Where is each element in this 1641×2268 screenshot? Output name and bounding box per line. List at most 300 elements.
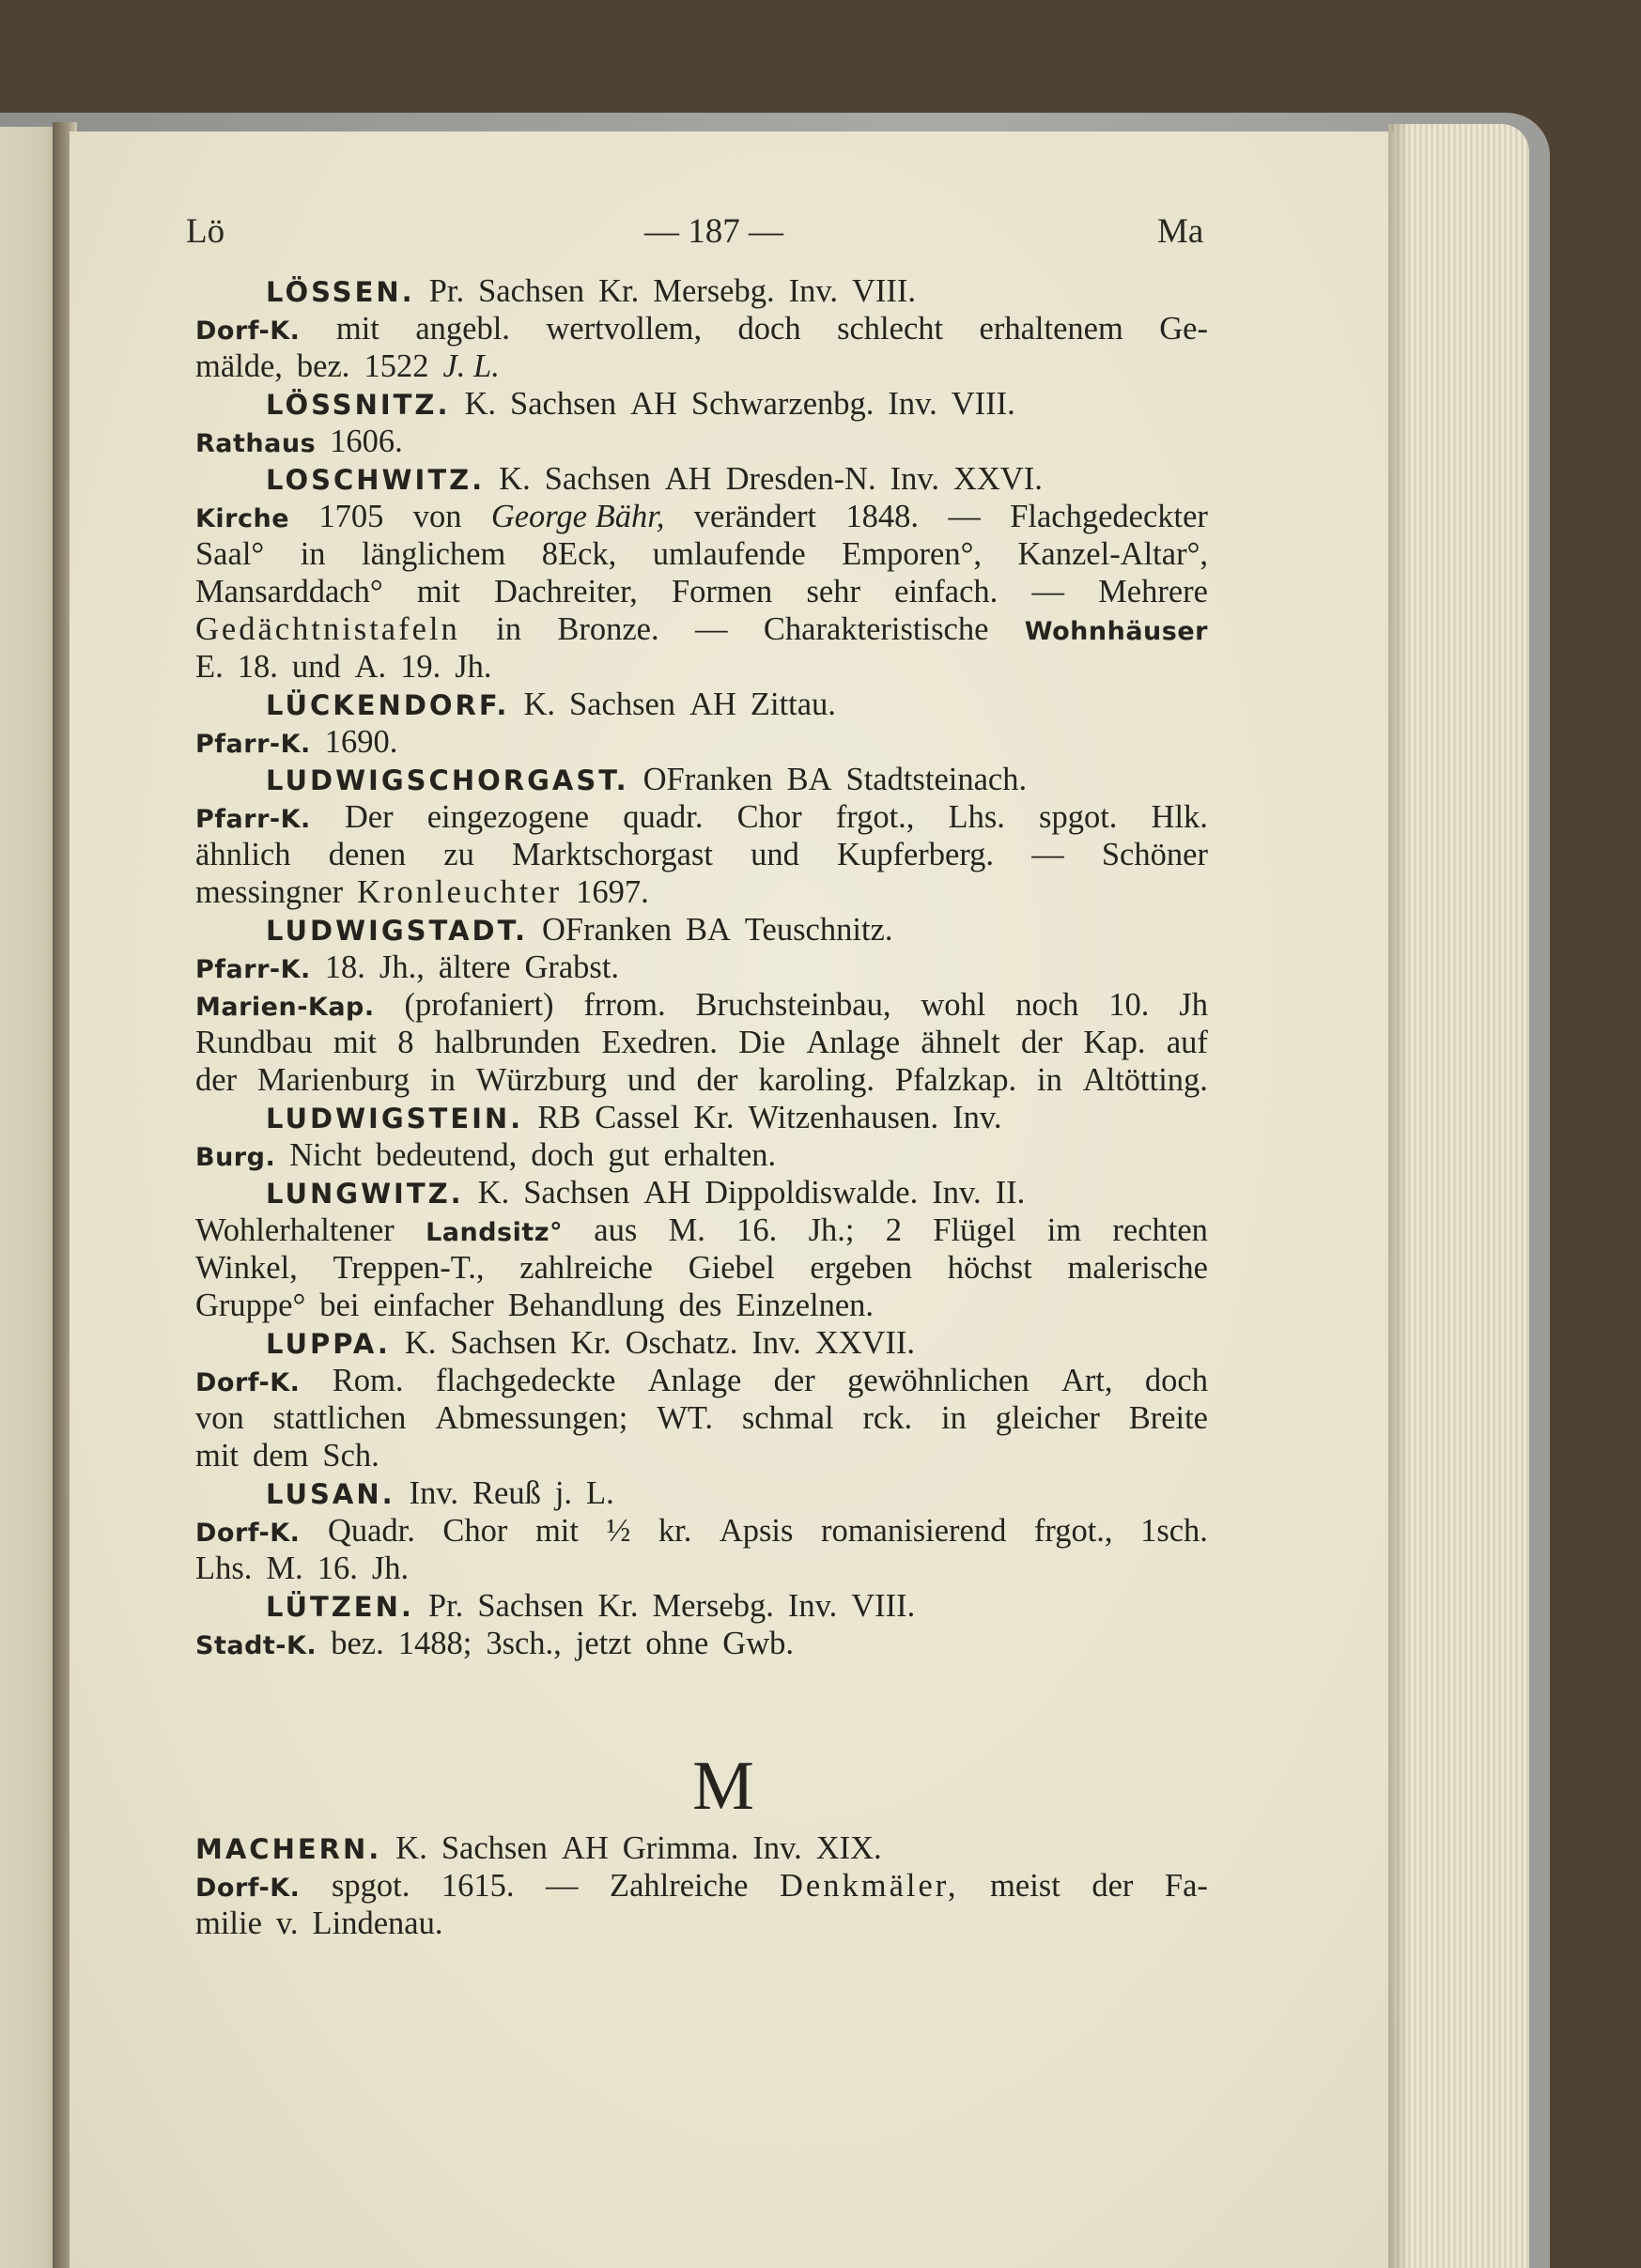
word: Lhs.: [195, 1551, 253, 1586]
text-line: [195, 1587, 1208, 1625]
word: stattlichen: [272, 1400, 407, 1436]
word: romanisierend: [820, 1513, 1007, 1549]
text-line: [195, 836, 1208, 873]
word: im: [1046, 1212, 1082, 1248]
word: 16.: [736, 1212, 778, 1248]
word: in: [496, 611, 521, 647]
word: OFranken: [541, 912, 672, 948]
word: Lhs.: [948, 799, 1005, 835]
word: Jh.: [371, 1551, 410, 1586]
word: angebl.: [415, 311, 510, 347]
word: Behandlung: [507, 1288, 665, 1323]
word: 1615.: [441, 1868, 515, 1904]
entry-keyword: Landsitz°: [426, 1218, 563, 1247]
word: kr.: [658, 1513, 692, 1549]
word: Reuß: [472, 1475, 541, 1511]
word: 16.: [317, 1551, 358, 1586]
word: frgot.,: [1033, 1513, 1113, 1549]
word: L.: [586, 1475, 614, 1511]
word: George Bähr,: [490, 499, 665, 534]
text-line: [195, 385, 1208, 423]
word: doch: [1144, 1363, 1208, 1398]
word: des: [678, 1288, 722, 1323]
word: Kanzel-Altar°,: [1017, 536, 1208, 572]
word: Pr.: [427, 1588, 464, 1624]
word: eingezogene: [426, 799, 590, 835]
word: spgot.: [331, 1868, 410, 1904]
word: Sachsen: [544, 461, 651, 497]
word: XIX.: [815, 1830, 882, 1866]
text-line: [195, 423, 1208, 460]
text-line: [195, 610, 1208, 648]
text-line: [195, 1399, 1208, 1437]
text-line: [195, 1474, 1208, 1512]
text-line: [195, 1099, 1208, 1136]
word: ohne: [645, 1626, 709, 1661]
entry-place-name: LUNGWITZ.: [266, 1178, 464, 1210]
word: ältere: [438, 949, 511, 985]
word: VIII.: [951, 386, 1015, 422]
entry-keyword: Dorf-K.: [195, 316, 301, 346]
word: Jh: [1179, 987, 1208, 1023]
word: noch: [1015, 987, 1079, 1023]
word: Cassel: [595, 1100, 680, 1135]
word: —: [695, 611, 728, 647]
word: 1488;: [397, 1626, 472, 1661]
word: Mersebg.: [652, 1588, 774, 1624]
word: BA: [685, 912, 731, 948]
word: Gwb.: [722, 1626, 794, 1661]
word: K.: [499, 461, 531, 497]
word: 8Eck,: [541, 536, 617, 572]
word: einfach.: [894, 574, 999, 609]
word: milie: [195, 1905, 262, 1941]
text-line: [195, 535, 1208, 573]
word: Kupferberg.: [837, 837, 995, 872]
word: Saal°: [195, 536, 265, 572]
text-line: [195, 1211, 1208, 1249]
text-line: [195, 460, 1208, 498]
word: quadr.: [623, 799, 704, 835]
word: dem: [253, 1438, 309, 1473]
word: 1sch.: [1140, 1513, 1208, 1549]
word: schmal: [741, 1400, 834, 1436]
word: Inv.: [752, 1830, 802, 1866]
word: erhaltenem: [979, 311, 1123, 347]
word: Inv.: [751, 1325, 801, 1361]
section-letter: M: [692, 1748, 754, 1825]
word: von: [412, 499, 462, 534]
word: Kap.: [1083, 1025, 1146, 1060]
word: Charakteristische: [763, 611, 989, 647]
word: Grabst.: [524, 949, 620, 985]
word: Anlage: [806, 1025, 901, 1060]
word: flachgedeckte: [435, 1363, 616, 1398]
text-line: [195, 1249, 1208, 1287]
word: 1606.: [330, 424, 403, 459]
word: bez.: [296, 348, 350, 384]
word: II.: [995, 1175, 1026, 1211]
word: RB: [537, 1100, 581, 1135]
word: gewöhnlichen: [847, 1363, 1029, 1398]
word: Altötting.: [1082, 1062, 1208, 1098]
text-line: [195, 798, 1208, 836]
entry-keyword: Rathaus: [195, 429, 317, 458]
word: Oschatz.: [625, 1325, 738, 1361]
text-line: [195, 1362, 1208, 1399]
text-line: [195, 1024, 1208, 1061]
word: Inv.: [890, 461, 939, 497]
word: —: [948, 499, 981, 534]
word: in: [300, 536, 326, 572]
word: und: [751, 837, 799, 872]
text-line: [195, 1324, 1208, 1362]
word: Kr.: [570, 1325, 612, 1361]
word: —: [1031, 837, 1064, 872]
entry-keyword: Dorf-K.: [195, 1519, 301, 1548]
word: Dachreiter,: [494, 574, 638, 609]
word: Pr.: [428, 273, 465, 309]
word: Kr.: [597, 1588, 639, 1624]
word: XXVI.: [952, 461, 1043, 497]
word: ½: [606, 1513, 631, 1549]
word: bei: [319, 1288, 360, 1323]
word: Winkel,: [195, 1250, 298, 1286]
word: Zahlreiche: [610, 1868, 749, 1904]
word: wohl: [921, 987, 986, 1023]
word: mit: [416, 574, 460, 609]
word: Flachgedeckter: [1010, 499, 1208, 534]
entry-keyword: Dorf-K.: [195, 1368, 301, 1397]
word: der: [696, 1062, 738, 1098]
word: Formen: [671, 574, 773, 609]
word: Mansarddach°: [195, 574, 383, 609]
text-line: [195, 1905, 1208, 1942]
word: Zittau.: [750, 687, 836, 722]
word: Inv.: [952, 1100, 1002, 1135]
word: 1705: [318, 499, 384, 534]
word: M.: [266, 1551, 303, 1586]
word: von: [195, 1400, 244, 1436]
entry-keyword: Burg.: [195, 1143, 276, 1172]
entry-place-name: MACHERN.: [195, 1833, 382, 1865]
entry-keyword: Kirche: [195, 504, 290, 533]
word: Marktschorgast: [511, 837, 713, 872]
word: Sachsen: [523, 1175, 630, 1211]
word: VIII.: [851, 273, 916, 309]
word: doch: [737, 311, 801, 347]
word: meist: [990, 1868, 1060, 1904]
word: Jh.,: [379, 949, 425, 985]
word: Lindenau.: [312, 1905, 443, 1941]
word: frgot.,: [835, 799, 915, 835]
word: K.: [464, 386, 497, 422]
word: einfacher: [373, 1288, 494, 1323]
word: WT.: [657, 1400, 713, 1436]
word: BA: [786, 762, 832, 797]
word: Pfalzkap.: [894, 1062, 1017, 1098]
text-line: [195, 686, 1208, 723]
word: doch: [531, 1137, 595, 1173]
entry-place-name: LUDWIGSCHORGAST.: [266, 764, 629, 796]
word: verändert: [693, 499, 817, 534]
word: mälde,: [195, 348, 283, 384]
entry-place-name: LUPPA.: [266, 1328, 391, 1360]
word: Rom.: [332, 1363, 404, 1398]
word: 1848.: [845, 499, 920, 534]
page-edge-shadow: [1388, 124, 1409, 2268]
text-line: [195, 1625, 1208, 1662]
word: Die: [738, 1025, 786, 1060]
word: mit: [195, 1438, 240, 1473]
word: Jh.;: [808, 1212, 855, 1248]
word: rechten: [1112, 1212, 1208, 1248]
word: Bronze.: [557, 611, 659, 647]
word: in: [1037, 1062, 1062, 1098]
word: ähnelt: [921, 1025, 1000, 1060]
word: zahlreiche: [519, 1250, 653, 1286]
word: AH: [561, 1830, 609, 1866]
word: Schöner: [1101, 837, 1208, 872]
word: Teuschnitz.: [744, 912, 893, 948]
word: AH: [664, 461, 712, 497]
entry-keyword: Marien-Kap.: [195, 993, 375, 1022]
text-line: [195, 949, 1208, 986]
entries-text: [195, 272, 1208, 1662]
word: sehr: [806, 574, 860, 609]
word: ähnlich: [195, 837, 291, 872]
word: Inv.: [787, 1588, 838, 1624]
word: K.: [523, 687, 555, 722]
entry-keyword: Dorf-K.: [195, 1874, 301, 1903]
word: Kronleuchter: [357, 874, 563, 910]
word: Inv.: [888, 386, 937, 422]
word: Sch.: [322, 1438, 379, 1473]
text-line: [195, 1437, 1208, 1474]
word: AH: [630, 386, 677, 422]
word: VIII.: [851, 1588, 916, 1624]
word: E.: [195, 649, 224, 685]
word: bedeutend,: [375, 1137, 518, 1173]
word: und: [627, 1062, 676, 1098]
word: auf: [1166, 1025, 1208, 1060]
word: Art,: [1060, 1363, 1113, 1398]
word: Abmessungen;: [435, 1400, 628, 1436]
word: malerische: [1067, 1250, 1208, 1286]
entry-keyword: Wohnhäuser: [1024, 617, 1208, 646]
word: Nicht: [289, 1137, 362, 1173]
word: 10.: [1108, 987, 1150, 1023]
word: Schwarzenbg.: [690, 386, 875, 422]
word: Flügel: [933, 1212, 1016, 1248]
word: Rundbau: [195, 1025, 313, 1060]
text-line: [195, 1829, 1208, 1867]
text-line: [195, 1287, 1208, 1324]
word: Emporen°,: [842, 536, 983, 572]
word: Grimma.: [622, 1830, 739, 1866]
text-line: [195, 1550, 1208, 1587]
word: v.: [275, 1905, 299, 1941]
word: Witzenhausen.: [748, 1100, 939, 1135]
word: in: [430, 1062, 456, 1098]
entry-place-name: LUDWIGSTADT.: [266, 915, 528, 947]
text-line: [195, 1174, 1208, 1211]
word: umlaufende: [652, 536, 806, 572]
word: Der: [344, 799, 394, 835]
page-edges: [1388, 124, 1529, 2268]
word: AH: [643, 1175, 691, 1211]
word: Jh.: [455, 649, 492, 685]
running-head-left: Lö: [186, 212, 225, 251]
word: Sachsen: [478, 273, 585, 309]
word: XXVII.: [814, 1325, 916, 1361]
word: Apsis: [719, 1513, 794, 1549]
word: Einzelnen.: [735, 1288, 875, 1323]
word: j.: [554, 1475, 573, 1511]
word: K.: [477, 1175, 510, 1211]
text-line: [195, 1061, 1208, 1099]
word: länglichem: [362, 536, 506, 572]
word: Sachsen: [569, 687, 676, 722]
word: Treppen-T.,: [333, 1250, 485, 1286]
word: und: [291, 649, 341, 685]
word: Hlk.: [1151, 799, 1208, 835]
entry-keyword: Stadt-K.: [195, 1631, 317, 1660]
entry-keyword: Pfarr-K.: [195, 805, 311, 834]
word: Mehrere: [1098, 574, 1208, 609]
word: Sachsen: [510, 386, 617, 422]
text-line: [195, 911, 1208, 949]
word: Giebel: [688, 1250, 775, 1286]
word: —: [1031, 574, 1064, 609]
word: mit: [333, 1025, 377, 1060]
text-line: [195, 723, 1208, 761]
word: Mersebg.: [653, 273, 775, 309]
word: Chor: [736, 799, 802, 835]
word: gleicher: [995, 1400, 1100, 1436]
word: (profaniert): [404, 987, 554, 1023]
word: Sachsen: [441, 1830, 548, 1866]
word: frrom.: [583, 987, 666, 1023]
entry-place-name: LÜTZEN.: [266, 1591, 414, 1623]
word: Marienburg: [256, 1062, 410, 1098]
word: denen: [328, 837, 407, 872]
word: zu: [443, 837, 474, 872]
word: K.: [404, 1325, 437, 1361]
word: Wohlerhaltener: [195, 1212, 395, 1248]
text-line: [195, 1136, 1208, 1174]
word: Inv.: [409, 1475, 458, 1511]
word: —: [546, 1868, 579, 1904]
word: karoling.: [758, 1062, 875, 1098]
word: Gedächtnistafeln: [195, 611, 460, 647]
word: jetzt: [575, 1626, 632, 1661]
word: rck.: [862, 1400, 913, 1436]
word: mit: [534, 1513, 579, 1549]
word: 2: [885, 1212, 902, 1248]
entry-keyword: Pfarr-K.: [195, 730, 311, 759]
word: in: [941, 1400, 967, 1436]
word: 1690.: [324, 724, 398, 760]
word: 18.: [237, 649, 278, 685]
word: Gruppe°: [195, 1288, 306, 1323]
word: höchst: [947, 1250, 1032, 1286]
word: der: [1021, 1025, 1063, 1060]
word: Sachsen: [477, 1588, 584, 1624]
word: 1522: [364, 348, 429, 384]
word: Bruchsteinbau,: [695, 987, 891, 1023]
word: M.: [668, 1212, 705, 1248]
word: 1697.: [576, 874, 649, 910]
word: Dresden-N.: [725, 461, 876, 497]
word: Quadr.: [327, 1513, 415, 1549]
word: wertvollem,: [546, 311, 703, 347]
word: ergeben: [810, 1250, 912, 1286]
page-number: — 187 —: [644, 212, 783, 251]
word: Dippoldiswalde.: [704, 1175, 919, 1211]
word: AH: [689, 687, 736, 722]
word: Stadtsteinach.: [845, 762, 1028, 797]
word: Inv.: [788, 273, 838, 309]
text-line: [195, 347, 1208, 385]
word: A.: [354, 649, 387, 685]
entries-text-m: [195, 1829, 1208, 1942]
text-line: [195, 1867, 1208, 1905]
word: Breite: [1128, 1400, 1208, 1436]
word: schlecht: [837, 311, 944, 347]
entry-place-name: LUDWIGSTEIN.: [266, 1103, 524, 1134]
word: der: [195, 1062, 238, 1098]
entry-keyword: Pfarr-K.: [195, 955, 311, 984]
word: Denkmäler,: [780, 1868, 959, 1904]
word: 18.: [324, 949, 365, 985]
word: messingner: [195, 874, 344, 910]
text-line: [195, 310, 1208, 347]
word: halbrunden: [434, 1025, 581, 1060]
word: Anlage: [647, 1363, 742, 1398]
word: Würzburg: [475, 1062, 607, 1098]
text-line: [195, 761, 1208, 798]
entry-place-name: LÖSSNITZ.: [266, 389, 451, 421]
word: der: [1091, 1868, 1134, 1904]
word: OFranken: [642, 762, 773, 797]
text-line: [195, 873, 1208, 911]
word: Ge-: [1159, 311, 1208, 347]
text-line: [195, 498, 1208, 535]
word: J. L.: [442, 348, 500, 384]
word: spgot.: [1039, 799, 1118, 835]
word: 3sch.,: [486, 1626, 562, 1661]
word: 19.: [400, 649, 441, 685]
entry-place-name: LÖSSEN.: [266, 276, 415, 308]
word: mit: [335, 311, 379, 347]
word: Exedren.: [601, 1025, 718, 1060]
word: K.: [395, 1830, 427, 1866]
word: gut: [608, 1137, 650, 1173]
word: Inv.: [932, 1175, 982, 1211]
text-line: [195, 573, 1208, 610]
word: 8: [397, 1025, 414, 1060]
entry-place-name: LUSAN.: [266, 1478, 395, 1510]
running-head-right: Ma: [1157, 212, 1204, 251]
text-line: [195, 986, 1208, 1024]
word: Kr.: [693, 1100, 735, 1135]
word: der: [773, 1363, 815, 1398]
word: Sachsen: [450, 1325, 557, 1361]
text-line: [195, 1512, 1208, 1550]
word: erhalten.: [663, 1137, 777, 1173]
entry-place-name: LOSCHWITZ.: [266, 464, 486, 496]
